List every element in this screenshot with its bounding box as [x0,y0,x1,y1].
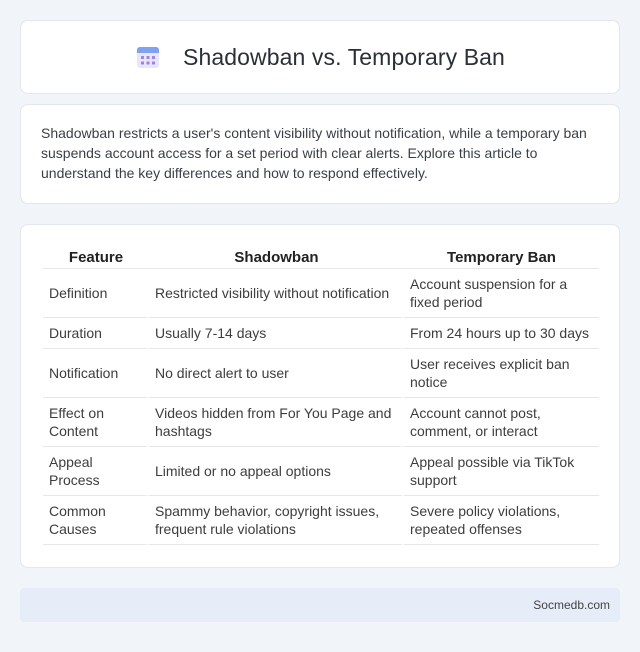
intro-text: Shadowban restricts a user's content visibility without notification, while a temporary ban suspends account access for a set period with clear alerts. Explore this article to understand the key differences and how to respond effectively. [41,125,587,181]
header-shadowban: Shadowban [149,245,404,269]
temporary-ban-cell: From 24 hours up to 30 days [404,318,599,349]
table-row [43,349,599,398]
table-row [43,447,599,496]
table-row [43,318,599,349]
shadowban-cell: Videos hidden from For You Page and hashtags [149,398,404,447]
temporary-ban-cell: User receives explicit ban notice [404,349,599,398]
calendar-icon [135,44,161,70]
temporary-ban-cell: Severe policy violations, repeated offenses [404,496,599,545]
feature-cell: Appeal Process [43,447,149,496]
table-row [43,398,599,447]
feature-cell: Notification [43,349,149,398]
page-title: Shadowban vs. Temporary Ban [183,43,505,70]
table-row [43,496,599,545]
footer-site-link[interactable]: Socmedb.com [533,598,610,612]
comparison-table [43,245,599,545]
header-feature: Feature [43,245,149,269]
comparison-card [20,224,620,568]
temporary-ban-cell: Appeal possible via TikTok support [404,447,599,496]
table-row [43,269,599,318]
title-card [20,20,620,94]
footer-bar [20,588,620,622]
shadowban-cell: Spammy behavior, copyright issues, frequent rule violations [149,496,404,545]
feature-cell: Common Causes [43,496,149,545]
feature-cell: Definition [43,269,149,318]
shadowban-cell: Limited or no appeal options [149,447,404,496]
shadowban-cell: No direct alert to user [149,349,404,398]
header-temporary-ban: Temporary Ban [404,245,599,269]
feature-cell: Duration [43,318,149,349]
feature-cell: Effect on Content [43,398,149,447]
temporary-ban-cell: Account cannot post, comment, or interact [404,398,599,447]
title-wrap [135,44,505,71]
table-header-row [43,245,599,269]
shadowban-cell: Restricted visibility without notification [149,269,404,318]
temporary-ban-cell: Account suspension for a fixed period [404,269,599,318]
shadowban-cell: Usually 7-14 days [149,318,404,349]
intro-card [20,104,620,204]
